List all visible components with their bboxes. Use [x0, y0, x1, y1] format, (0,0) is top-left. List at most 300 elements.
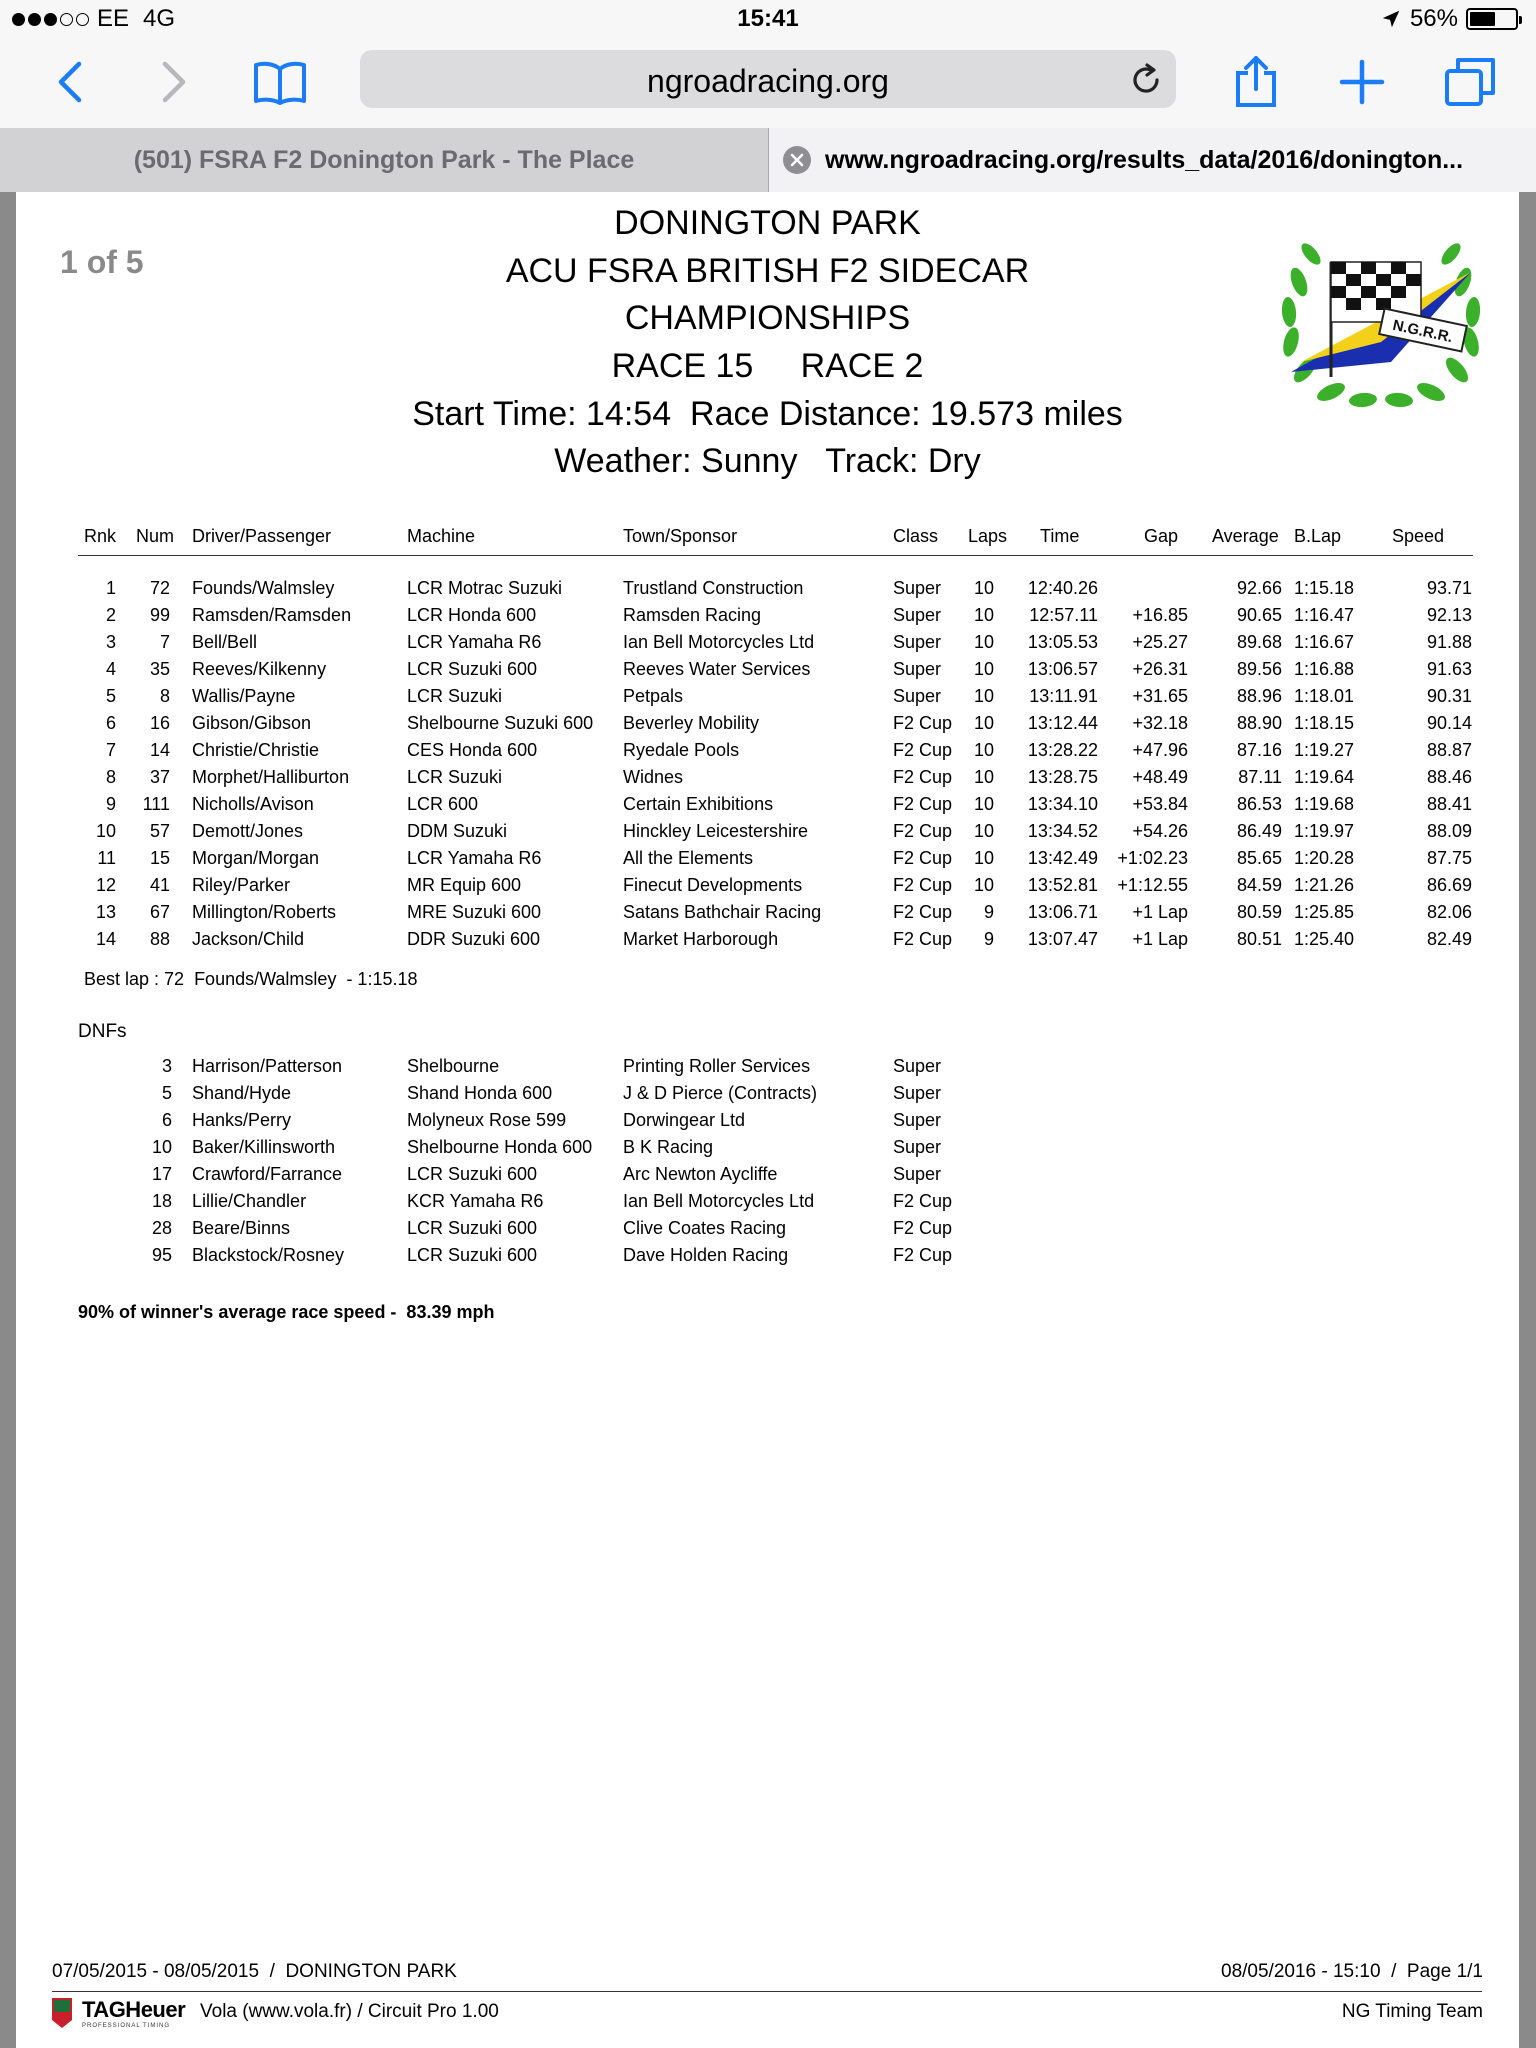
chevron-right-icon — [159, 60, 189, 104]
cell-laps: 10 — [973, 578, 994, 598]
cell-time: 13:42.49 — [1027, 848, 1098, 868]
cell-class: F2 Cup — [893, 821, 953, 841]
cell-laps: 10 — [973, 821, 994, 841]
cell-average: 87.16 — [1236, 740, 1282, 760]
cell-town: Market Harborough — [623, 929, 779, 949]
tab-fsra-donington[interactable] — [0, 128, 768, 192]
cell-number: 15 — [149, 848, 170, 868]
cell-average: 92.66 — [1236, 578, 1282, 598]
cell-driver: Riley/Parker — [192, 875, 291, 895]
dnf-row — [78, 1110, 1078, 1137]
cell-time: 13:52.81 — [1027, 875, 1098, 895]
col-rnk: Rnk — [84, 526, 117, 546]
dnf-cell-class: Super — [893, 1056, 942, 1076]
cell-class: F2 Cup — [893, 929, 953, 949]
cell-town: Satans Bathchair Racing — [623, 902, 822, 922]
dnf-cell-town: Printing Roller Services — [623, 1056, 811, 1076]
cell-town: Petpals — [623, 686, 684, 706]
cell-rank: 5 — [105, 686, 116, 706]
brand-name: TAGHeuer — [82, 1997, 186, 2022]
plus-icon — [1339, 59, 1385, 105]
table-row — [78, 902, 1473, 929]
cell-driver: Founds/Walmsley — [192, 578, 335, 598]
url-text: ngroadracing.org — [647, 63, 889, 99]
book-icon — [253, 59, 307, 105]
table-row — [78, 767, 1473, 794]
tabs-button[interactable] — [1438, 50, 1502, 114]
cell-time: 13:05.53 — [1027, 632, 1098, 652]
cell-driver: Morgan/Morgan — [192, 848, 320, 868]
dnf-cell-town: Ian Bell Motorcycles Ltd — [623, 1191, 815, 1211]
cell-best-lap: 1:18.15 — [1294, 713, 1355, 733]
cell-speed: 88.09 — [1426, 821, 1472, 841]
col-town: Town/Sponsor — [623, 526, 738, 546]
browser-toolbar — [0, 40, 1536, 128]
cell-laps: 10 — [973, 632, 994, 652]
cell-rank: 7 — [105, 740, 116, 760]
cell-rank: 1 — [105, 578, 116, 598]
cell-rank: 6 — [105, 713, 116, 733]
cell-time: 12:57.11 — [1029, 605, 1098, 625]
col-time: Time — [1040, 526, 1080, 546]
cell-average: 90.65 — [1236, 605, 1282, 625]
cell-class: F2 Cup — [893, 767, 953, 787]
footer-divider — [52, 1991, 1482, 1992]
dnf-row — [78, 1245, 1078, 1272]
cell-number: 99 — [149, 605, 170, 625]
table-row — [78, 875, 1473, 902]
conditions-line — [16, 442, 1519, 481]
brand-subtitle: PROFESSIONAL TIMING — [82, 2023, 171, 2029]
tab-title: www.ngroadracing.org/results_data/2016/donington... — [825, 145, 1464, 174]
dnf-row — [78, 1191, 1078, 1218]
tab-bar — [0, 128, 1536, 192]
col-num: Num — [136, 526, 175, 546]
cell-laps: 10 — [973, 848, 994, 868]
cell-driver: Jackson/Child — [192, 929, 305, 949]
cell-town: All the Elements — [623, 848, 754, 868]
cell-time: 13:34.52 — [1027, 821, 1098, 841]
share-icon — [1234, 55, 1278, 109]
chevron-left-icon — [55, 60, 85, 104]
best-lap: Best lap : 72 Founds/Walmsley - 1:15.18 — [84, 969, 418, 989]
cell-best-lap: 1:16.47 — [1294, 605, 1355, 625]
cell-gap: +48.49 — [1132, 767, 1188, 787]
cell-best-lap: 1:20.28 — [1294, 848, 1355, 868]
col-laps: Laps — [968, 526, 1008, 546]
battery-icon — [1466, 8, 1518, 30]
back-button[interactable] — [38, 50, 102, 114]
cell-town: Ian Bell Motorcycles Ltd — [623, 632, 815, 652]
table-row — [78, 929, 1473, 956]
dnf-cell-class: F2 Cup — [893, 1191, 953, 1211]
cell-time: 13:34.10 — [1027, 794, 1098, 814]
cell-laps: 10 — [973, 659, 994, 679]
cell-laps: 10 — [973, 713, 994, 733]
table-row — [78, 605, 1473, 632]
cell-gap: +54.26 — [1132, 821, 1188, 841]
cell-machine: LCR Yamaha R6 — [407, 848, 542, 868]
tagheuer-shield-icon — [50, 1996, 74, 2030]
cell-class: F2 Cup — [893, 740, 953, 760]
cell-time: 13:07.47 — [1027, 929, 1098, 949]
speed-footnote: 90% of winner's average race speed - 83.39 mph — [78, 1302, 495, 1322]
location-arrow-icon — [1380, 8, 1402, 30]
cell-time: 13:06.71 — [1027, 902, 1098, 922]
dnf-cell-number: 6 — [161, 1110, 172, 1130]
cell-average: 86.49 — [1236, 821, 1282, 841]
cell-town: Reeves Water Services — [623, 659, 811, 679]
cell-town: Beverley Mobility — [623, 713, 760, 733]
col-gap: Gap — [1144, 526, 1179, 546]
cell-best-lap: 1:19.97 — [1294, 821, 1355, 841]
table-row — [78, 794, 1473, 821]
table-row — [78, 848, 1473, 875]
cell-laps: 10 — [973, 686, 994, 706]
dnf-cell-machine: LCR Suzuki 600 — [407, 1245, 538, 1265]
cell-time: 13:28.75 — [1027, 767, 1098, 787]
cell-time: 13:12.44 — [1027, 713, 1098, 733]
dnf-cell-class: Super — [893, 1137, 942, 1157]
cell-number: 14 — [149, 740, 170, 760]
dnf-row — [78, 1164, 1078, 1191]
cell-speed: 91.88 — [1426, 632, 1472, 652]
cell-town: Certain Exhibitions — [623, 794, 774, 814]
network-label: 4G — [143, 5, 176, 32]
dnf-cell-number: 18 — [151, 1191, 172, 1211]
cell-machine: Shelbourne Suzuki 600 — [407, 713, 594, 733]
footer-date-range: 07/05/2015 - 08/05/2015 / DONINGTON PARK — [52, 1961, 457, 1982]
cell-speed: 90.14 — [1426, 713, 1472, 733]
cell-number: 57 — [149, 821, 170, 841]
dnf-cell-number: 5 — [161, 1083, 172, 1103]
dnf-cell-driver: Hanks/Perry — [192, 1110, 292, 1130]
dnf-row — [78, 1056, 1078, 1083]
championship-title: ACU FSRA BRITISH F2 SIDECAR — [505, 252, 1030, 290]
cell-rank: 9 — [105, 794, 116, 814]
new-tab-button[interactable] — [1330, 50, 1394, 114]
cell-rank: 12 — [95, 875, 116, 895]
dnf-cell-class: Super — [893, 1083, 942, 1103]
dnf-cell-town: Clive Coates Racing — [623, 1218, 787, 1238]
cell-machine: LCR Suzuki — [407, 767, 503, 787]
dnf-cell-driver: Crawford/Farrance — [192, 1164, 343, 1184]
cell-number: 7 — [159, 632, 170, 652]
dnf-cell-number: 95 — [151, 1245, 172, 1265]
cell-driver: Demott/Jones — [192, 821, 304, 841]
cell-machine: LCR Yamaha R6 — [407, 632, 542, 652]
dnf-cell-number: 3 — [161, 1056, 172, 1076]
table-row — [78, 686, 1473, 713]
cell-best-lap: 1:16.67 — [1294, 632, 1355, 652]
address-bar[interactable] — [360, 50, 1176, 108]
cell-class: Super — [893, 659, 942, 679]
venue-title: DONINGTON PARK — [614, 204, 921, 242]
dnf-cell-number: 17 — [151, 1164, 172, 1184]
cell-rank: 3 — [105, 632, 116, 652]
cell-gap: +1 Lap — [1132, 902, 1188, 922]
cell-class: Super — [893, 578, 942, 598]
cell-best-lap: 1:25.40 — [1294, 929, 1355, 949]
carrier-label: EE — [97, 5, 130, 32]
cell-rank: 13 — [95, 902, 116, 922]
dnf-cell-town: Dorwingear Ltd — [623, 1110, 746, 1130]
cell-number: 16 — [149, 713, 170, 733]
cell-rank: 2 — [105, 605, 116, 625]
cell-machine: DDR Suzuki 600 — [407, 929, 541, 949]
championship-title-2: CHAMPIONSHIPS — [624, 299, 911, 337]
race-distance: Race Distance: 19.573 miles — [690, 395, 1123, 433]
cell-speed: 82.06 — [1426, 902, 1472, 922]
reload-icon[interactable] — [1128, 62, 1164, 98]
battery-percent: 56% — [1409, 5, 1458, 32]
cell-class: F2 Cup — [893, 848, 953, 868]
tabs-icon — [1444, 57, 1496, 107]
status-bar — [0, 0, 1536, 40]
cell-machine: LCR Motrac Suzuki — [407, 578, 563, 598]
cell-average: 88.90 — [1236, 713, 1282, 733]
page-indicator: 1 of 5 — [60, 244, 144, 280]
dnf-cell-driver: Beare/Binns — [192, 1218, 291, 1238]
dnf-cell-machine: LCR Suzuki 600 — [407, 1218, 538, 1238]
cell-driver: Christie/Christie — [192, 740, 320, 760]
col-blap: B.Lap — [1294, 526, 1342, 546]
cell-driver: Millington/Roberts — [192, 902, 337, 922]
pdf-page — [16, 192, 1519, 2048]
cell-best-lap: 1:19.27 — [1294, 740, 1355, 760]
cell-machine: LCR Suzuki — [407, 686, 503, 706]
start-time: Start Time: 14:54 — [412, 395, 672, 433]
dnf-cell-number: 10 — [151, 1137, 172, 1157]
cell-speed: 87.75 — [1426, 848, 1472, 868]
ngrr-logo — [1271, 222, 1491, 422]
cell-gap: +31.65 — [1132, 686, 1188, 706]
cell-machine: LCR Suzuki 600 — [407, 659, 538, 679]
cell-number: 37 — [149, 767, 170, 787]
dnf-cell-machine: LCR Suzuki 600 — [407, 1164, 538, 1184]
cell-gap: +25.27 — [1132, 632, 1188, 652]
bookmarks-button[interactable] — [248, 50, 312, 114]
table-row — [78, 578, 1473, 605]
col-driver: Driver/Passenger — [192, 526, 332, 546]
cell-town: Hinckley Leicestershire — [623, 821, 809, 841]
dnf-cell-machine: Shelbourne — [407, 1056, 500, 1076]
cell-rank: 11 — [97, 848, 116, 868]
col-speed: Speed — [1392, 526, 1445, 546]
cell-laps: 10 — [973, 605, 994, 625]
cell-average: 86.53 — [1236, 794, 1282, 814]
dnf-heading: DNFs — [78, 1021, 127, 1042]
table-row — [78, 713, 1473, 740]
cell-rank: 10 — [95, 821, 116, 841]
cell-driver: Morphet/Halliburton — [192, 767, 350, 787]
cell-speed: 92.13 — [1426, 605, 1472, 625]
footer-team: NG Timing Team — [1341, 2001, 1483, 2022]
footer-printed: 08/05/2016 - 15:10 / Page 1/1 — [1221, 1961, 1483, 1982]
cell-speed: 82.49 — [1426, 929, 1472, 949]
cell-time: 12:40.26 — [1027, 578, 1098, 598]
cell-laps: 10 — [973, 875, 994, 895]
forward-button[interactable] — [142, 50, 206, 114]
cell-machine: LCR 600 — [407, 794, 479, 814]
cell-machine: CES Honda 600 — [407, 740, 538, 760]
cell-class: Super — [893, 632, 942, 652]
dnf-cell-driver: Shand/Hyde — [192, 1083, 292, 1103]
dnf-cell-town: Dave Holden Racing — [623, 1245, 789, 1265]
cell-laps: 9 — [983, 929, 994, 949]
cell-laps: 10 — [973, 767, 994, 787]
footer-software: Vola (www.vola.fr) / Circuit Pro 1.00 — [200, 2001, 499, 2022]
cell-best-lap: 1:25.85 — [1294, 902, 1355, 922]
cell-gap: +1:12.55 — [1117, 875, 1188, 895]
clock: 15:41 — [737, 5, 799, 32]
cell-speed: 86.69 — [1426, 875, 1472, 895]
cell-number: 72 — [149, 578, 170, 598]
cell-class: F2 Cup — [893, 794, 953, 814]
cell-gap: +53.84 — [1132, 794, 1188, 814]
tagheuer-logo — [50, 1996, 185, 2030]
cell-class: Super — [893, 686, 942, 706]
cell-gap: +16.85 — [1132, 605, 1188, 625]
cell-laps: 9 — [983, 902, 994, 922]
dnf-cell-machine: KCR Yamaha R6 — [407, 1191, 544, 1211]
dnf-cell-driver: Blackstock/Rosney — [192, 1245, 345, 1265]
dnf-cell-driver: Lillie/Chandler — [192, 1191, 307, 1211]
cell-speed: 88.41 — [1426, 794, 1472, 814]
share-button[interactable] — [1224, 50, 1288, 114]
weather: Weather: Sunny — [554, 442, 798, 480]
cell-gap: +1 Lap — [1132, 929, 1188, 949]
cell-rank: 4 — [105, 659, 116, 679]
track-condition: Track: Dry — [825, 442, 981, 480]
cell-class: Super — [893, 605, 942, 625]
cell-rank: 14 — [95, 929, 116, 949]
cell-driver: Reeves/Kilkenny — [192, 659, 327, 679]
cell-driver: Gibson/Gibson — [192, 713, 312, 733]
dnf-cell-class: Super — [893, 1110, 942, 1130]
status-right — [1380, 5, 1518, 33]
cell-town: Ryedale Pools — [623, 740, 740, 760]
cell-town: Trustland Construction — [623, 578, 804, 598]
dnf-cell-class: F2 Cup — [893, 1218, 953, 1238]
cell-average: 80.51 — [1236, 929, 1282, 949]
cell-laps: 10 — [973, 740, 994, 760]
cell-town: Widnes — [623, 767, 684, 787]
cell-machine: MR Equip 600 — [407, 875, 522, 895]
cell-best-lap: 1:19.68 — [1294, 794, 1355, 814]
table-header — [78, 526, 1473, 556]
dnf-cell-town: Arc Newton Aycliffe — [623, 1164, 778, 1184]
tab-title: (501) FSRA F2 Donington Park - The Place — [133, 145, 635, 174]
dnf-row — [78, 1083, 1078, 1110]
dnf-cell-class: Super — [893, 1164, 942, 1184]
cell-class: F2 Cup — [893, 902, 953, 922]
cell-driver: Bell/Bell — [192, 632, 258, 652]
cell-number: 35 — [149, 659, 170, 679]
cell-driver: Nicholls/Avison — [192, 794, 314, 814]
cell-class: F2 Cup — [893, 875, 953, 895]
cell-gap: +32.18 — [1132, 713, 1188, 733]
dnf-cell-driver: Harrison/Patterson — [192, 1056, 343, 1076]
cell-town: Finecut Developments — [623, 875, 803, 895]
cell-average: 85.65 — [1236, 848, 1282, 868]
cell-class: F2 Cup — [893, 713, 953, 733]
cell-speed: 88.46 — [1426, 767, 1472, 787]
race-number: RACE 15 — [611, 347, 754, 385]
cell-number: 111 — [142, 794, 170, 814]
cell-average: 89.68 — [1236, 632, 1282, 652]
col-class: Class — [893, 526, 939, 546]
dnf-cell-town: B K Racing — [623, 1137, 714, 1157]
cell-gap: +26.31 — [1132, 659, 1188, 679]
table-row — [78, 821, 1473, 848]
cell-town: Ramsden Racing — [623, 605, 762, 625]
close-icon[interactable] — [783, 146, 811, 174]
cell-average: 88.96 — [1236, 686, 1282, 706]
cell-average: 80.59 — [1236, 902, 1282, 922]
cell-average: 84.59 — [1236, 875, 1282, 895]
dnf-cell-machine: Shand Honda 600 — [407, 1083, 553, 1103]
tab-results-data[interactable] — [768, 128, 1536, 192]
dnf-cell-class: F2 Cup — [893, 1245, 953, 1265]
cell-time: 13:11.91 — [1029, 686, 1098, 706]
table-row — [78, 659, 1473, 686]
col-machine: Machine — [407, 526, 476, 546]
cell-driver: Wallis/Payne — [192, 686, 296, 706]
cell-machine: DDM Suzuki — [407, 821, 508, 841]
results-body — [78, 578, 1473, 956]
dnf-cell-number: 28 — [151, 1218, 172, 1238]
dnf-cell-machine: Shelbourne Honda 600 — [407, 1137, 593, 1157]
cell-number: 8 — [159, 686, 170, 706]
cell-rank: 8 — [105, 767, 116, 787]
dnf-table — [78, 1056, 1078, 1272]
cell-number: 88 — [149, 929, 170, 949]
cell-speed: 90.31 — [1426, 686, 1472, 706]
cell-speed: 88.87 — [1426, 740, 1472, 760]
cell-machine: MRE Suzuki 600 — [407, 902, 542, 922]
table-row — [78, 632, 1473, 659]
dnf-cell-town: J & D Pierce (Contracts) — [623, 1083, 818, 1103]
cell-best-lap: 1:19.64 — [1294, 767, 1355, 787]
cell-best-lap: 1:15.18 — [1294, 578, 1355, 598]
cell-laps: 10 — [973, 794, 994, 814]
cell-time: 13:06.57 — [1027, 659, 1098, 679]
cell-best-lap: 1:16.88 — [1294, 659, 1355, 679]
results-table — [78, 526, 1473, 956]
cell-machine: LCR Honda 600 — [407, 605, 537, 625]
dnf-row — [78, 1218, 1078, 1245]
cell-speed: 93.71 — [1426, 578, 1472, 598]
battery-level — [1470, 12, 1495, 26]
cell-gap: +1:02.23 — [1117, 848, 1188, 868]
cell-best-lap: 1:18.01 — [1294, 686, 1355, 706]
logo-text: N.G.R.R. — [1391, 316, 1455, 347]
cell-speed: 91.63 — [1426, 659, 1472, 679]
col-average: Average — [1212, 526, 1279, 546]
cell-gap: +47.96 — [1132, 740, 1188, 760]
cell-average: 89.56 — [1236, 659, 1282, 679]
dnf-cell-machine: Molyneux Rose 599 — [407, 1110, 567, 1130]
dnf-row — [78, 1137, 1078, 1164]
table-row — [78, 740, 1473, 767]
cell-driver: Ramsden/Ramsden — [192, 605, 352, 625]
cell-time: 13:28.22 — [1027, 740, 1098, 760]
cell-average: 87.11 — [1238, 767, 1282, 787]
cell-number: 67 — [149, 902, 170, 922]
race-label: RACE 2 — [800, 347, 924, 385]
cell-best-lap: 1:21.26 — [1294, 875, 1355, 895]
